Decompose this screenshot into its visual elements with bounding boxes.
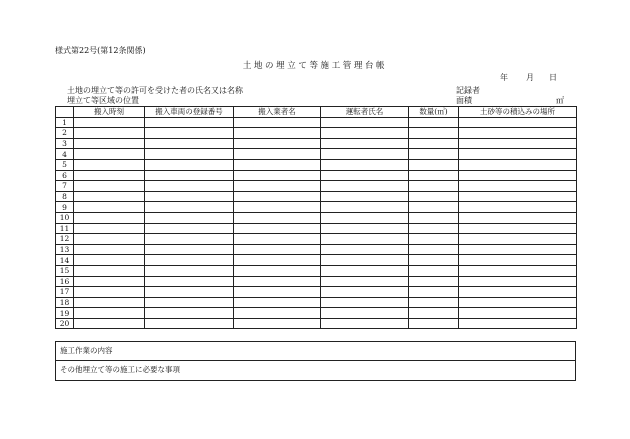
table-row	[56, 159, 577, 170]
column-header-quantity: 数量(㎥)	[409, 107, 459, 118]
table-cell[interactable]	[234, 234, 321, 245]
table-row	[56, 276, 577, 287]
row-number: 13	[56, 244, 74, 255]
column-header-driver-name: 運転者氏名	[321, 107, 409, 118]
table-cell[interactable]	[145, 191, 234, 202]
table-cell[interactable]	[74, 255, 145, 266]
table-cell[interactable]	[234, 244, 321, 255]
table-cell[interactable]	[409, 128, 459, 139]
other-matters-label: その他埋立て等の施工に必要な事項	[60, 365, 180, 374]
column-header-arrival-time: 搬入時刻	[74, 107, 145, 118]
row-number: 3	[56, 138, 74, 149]
table-cell[interactable]	[234, 265, 321, 276]
table-row	[56, 234, 577, 245]
table-row	[56, 318, 577, 329]
table-cell[interactable]	[459, 308, 577, 319]
table-cell[interactable]	[74, 128, 145, 139]
column-header-loading-location: 土砂等の積込みの場所	[459, 107, 577, 118]
recorder-label: 記録者	[456, 86, 480, 95]
table-cell[interactable]	[145, 297, 234, 308]
table-row	[56, 117, 577, 128]
table-cell[interactable]	[74, 276, 145, 287]
row-number: 11	[56, 223, 74, 234]
table-cell[interactable]	[74, 265, 145, 276]
date-line	[500, 72, 557, 83]
row-number: 10	[56, 212, 74, 223]
table-cell[interactable]	[234, 276, 321, 287]
row-number: 16	[56, 276, 74, 287]
table-cell[interactable]	[459, 128, 577, 139]
table-cell[interactable]	[145, 202, 234, 213]
table-cell[interactable]	[74, 308, 145, 319]
date-month-label: 月	[526, 73, 534, 82]
table-header-row	[56, 107, 577, 118]
column-header-carrier-name: 搬入業者名	[234, 107, 321, 118]
row-number: 2	[56, 128, 74, 139]
column-header-vehicle-registration: 搬入車両の登録番号	[145, 107, 234, 118]
table-cell[interactable]	[459, 255, 577, 266]
table-cell[interactable]	[459, 318, 577, 329]
table-cell[interactable]	[321, 212, 409, 223]
table-row	[56, 297, 577, 308]
table-cell[interactable]	[459, 297, 577, 308]
table-cell[interactable]	[321, 191, 409, 202]
date-day-label: 日	[549, 73, 557, 82]
table-cell[interactable]	[74, 287, 145, 298]
table-cell[interactable]	[145, 244, 234, 255]
table-cell[interactable]	[459, 159, 577, 170]
table-cell[interactable]	[321, 244, 409, 255]
table-cell[interactable]	[459, 287, 577, 298]
table-cell[interactable]	[145, 170, 234, 181]
table-cell[interactable]	[321, 265, 409, 276]
table-cell[interactable]	[409, 181, 459, 192]
table-cell[interactable]	[145, 234, 234, 245]
table-cell[interactable]	[459, 149, 577, 160]
row-number: 19	[56, 308, 74, 319]
row-number: 17	[56, 287, 74, 298]
row-number: 9	[56, 202, 74, 213]
table-cell[interactable]	[234, 297, 321, 308]
table-row	[56, 191, 577, 202]
table-cell[interactable]	[74, 181, 145, 192]
table-row	[56, 255, 577, 266]
table-cell[interactable]	[459, 202, 577, 213]
table-cell[interactable]	[145, 212, 234, 223]
table-cell[interactable]	[459, 170, 577, 181]
table-cell[interactable]	[234, 170, 321, 181]
table-cell[interactable]	[321, 223, 409, 234]
table-cell[interactable]	[74, 234, 145, 245]
table-cell[interactable]	[234, 117, 321, 128]
table-cell[interactable]	[74, 223, 145, 234]
table-cell[interactable]	[321, 308, 409, 319]
table-cell[interactable]	[321, 276, 409, 287]
permit-holder-label: 土地の埋立て等の許可を受けた者の氏名又は名称	[67, 86, 243, 95]
row-number: 20	[56, 318, 74, 329]
other-matters-box	[55, 360, 576, 381]
table-cell[interactable]	[409, 276, 459, 287]
table-cell[interactable]	[409, 191, 459, 202]
table-row	[56, 308, 577, 319]
row-number: 1	[56, 117, 74, 128]
table-cell[interactable]	[409, 255, 459, 266]
table-row	[56, 170, 577, 181]
table-cell[interactable]	[321, 181, 409, 192]
table-cell[interactable]	[459, 276, 577, 287]
table-row	[56, 128, 577, 139]
table-cell[interactable]	[321, 117, 409, 128]
table-cell[interactable]	[145, 276, 234, 287]
table-cell[interactable]	[145, 223, 234, 234]
row-number-header	[56, 107, 74, 118]
table-cell[interactable]	[459, 212, 577, 223]
table-cell[interactable]	[321, 128, 409, 139]
row-number: 15	[56, 265, 74, 276]
table-cell[interactable]	[234, 212, 321, 223]
table-cell[interactable]	[74, 117, 145, 128]
table-cell[interactable]	[409, 138, 459, 149]
table-cell[interactable]	[74, 202, 145, 213]
table-cell[interactable]	[459, 265, 577, 276]
document-title: 土地の埋立て等施工管理台帳	[242, 61, 388, 71]
form-number: 様式第22号(第12条関係)	[55, 46, 146, 55]
table-cell[interactable]	[321, 297, 409, 308]
row-number: 5	[56, 159, 74, 170]
table-cell[interactable]	[409, 318, 459, 329]
table-cell[interactable]	[145, 308, 234, 319]
table-cell[interactable]	[321, 318, 409, 329]
table-cell[interactable]	[409, 149, 459, 160]
table-cell[interactable]	[74, 170, 145, 181]
table-body	[56, 117, 577, 329]
table-cell[interactable]	[321, 170, 409, 181]
row-number: 12	[56, 234, 74, 245]
table-cell[interactable]	[409, 265, 459, 276]
table-cell[interactable]	[145, 149, 234, 160]
table-cell[interactable]	[409, 244, 459, 255]
table-cell[interactable]	[234, 181, 321, 192]
table-row	[56, 244, 577, 255]
row-number: 14	[56, 255, 74, 266]
table-cell[interactable]	[74, 212, 145, 223]
row-number: 8	[56, 191, 74, 202]
area-label: 面積	[456, 96, 472, 105]
table-cell[interactable]	[74, 297, 145, 308]
table-cell[interactable]	[321, 287, 409, 298]
table-cell[interactable]	[234, 149, 321, 160]
table-cell[interactable]	[145, 117, 234, 128]
table-cell[interactable]	[409, 159, 459, 170]
table-cell[interactable]	[409, 212, 459, 223]
table-cell[interactable]	[74, 138, 145, 149]
table-cell[interactable]	[409, 117, 459, 128]
row-number: 4	[56, 149, 74, 160]
work-content-label: 施工作業の内容	[60, 346, 113, 355]
table-cell[interactable]	[145, 181, 234, 192]
table-row	[56, 287, 577, 298]
table-cell[interactable]	[321, 234, 409, 245]
row-number: 6	[56, 170, 74, 181]
table-cell[interactable]	[459, 138, 577, 149]
table-cell[interactable]	[145, 159, 234, 170]
table-cell[interactable]	[234, 287, 321, 298]
table-cell[interactable]	[459, 244, 577, 255]
table-cell[interactable]	[409, 170, 459, 181]
table-cell[interactable]	[321, 202, 409, 213]
table-cell[interactable]	[74, 159, 145, 170]
table-cell[interactable]	[234, 308, 321, 319]
table-cell[interactable]	[409, 234, 459, 245]
table-cell[interactable]	[459, 223, 577, 234]
row-number: 7	[56, 181, 74, 192]
table-cell[interactable]	[145, 318, 234, 329]
table-cell[interactable]	[234, 138, 321, 149]
row-number: 18	[56, 297, 74, 308]
table-cell[interactable]	[409, 223, 459, 234]
work-content-box	[55, 341, 576, 360]
table-cell[interactable]	[409, 287, 459, 298]
table-cell[interactable]	[234, 255, 321, 266]
table-row	[56, 202, 577, 213]
table-cell[interactable]	[234, 159, 321, 170]
table-cell[interactable]	[74, 149, 145, 160]
table-cell[interactable]	[409, 202, 459, 213]
table-row	[56, 149, 577, 160]
table-cell[interactable]	[234, 223, 321, 234]
table-cell[interactable]	[74, 244, 145, 255]
table-cell[interactable]	[321, 138, 409, 149]
table-row	[56, 212, 577, 223]
table-cell[interactable]	[459, 191, 577, 202]
table-cell[interactable]	[234, 191, 321, 202]
area-unit: ㎡	[556, 96, 564, 105]
table-cell[interactable]	[459, 117, 577, 128]
table-row	[56, 223, 577, 234]
table-cell[interactable]	[409, 297, 459, 308]
table-cell[interactable]	[145, 128, 234, 139]
table-cell[interactable]	[459, 234, 577, 245]
table-row	[56, 138, 577, 149]
table-cell[interactable]	[459, 181, 577, 192]
table-cell[interactable]	[234, 202, 321, 213]
table-cell[interactable]	[74, 318, 145, 329]
table-cell[interactable]	[234, 128, 321, 139]
table-row	[56, 265, 577, 276]
table-cell[interactable]	[321, 159, 409, 170]
table-cell[interactable]	[145, 287, 234, 298]
construction-log-table	[55, 106, 577, 329]
table-cell[interactable]	[321, 149, 409, 160]
table-cell[interactable]	[74, 191, 145, 202]
table-cell[interactable]	[145, 265, 234, 276]
table-cell[interactable]	[145, 138, 234, 149]
date-year-label: 年	[500, 73, 508, 82]
location-label: 埋立て等区域の位置	[67, 96, 139, 105]
table-cell[interactable]	[234, 318, 321, 329]
table-row	[56, 181, 577, 192]
table-cell[interactable]	[145, 255, 234, 266]
table-cell[interactable]	[321, 255, 409, 266]
table-cell[interactable]	[409, 308, 459, 319]
